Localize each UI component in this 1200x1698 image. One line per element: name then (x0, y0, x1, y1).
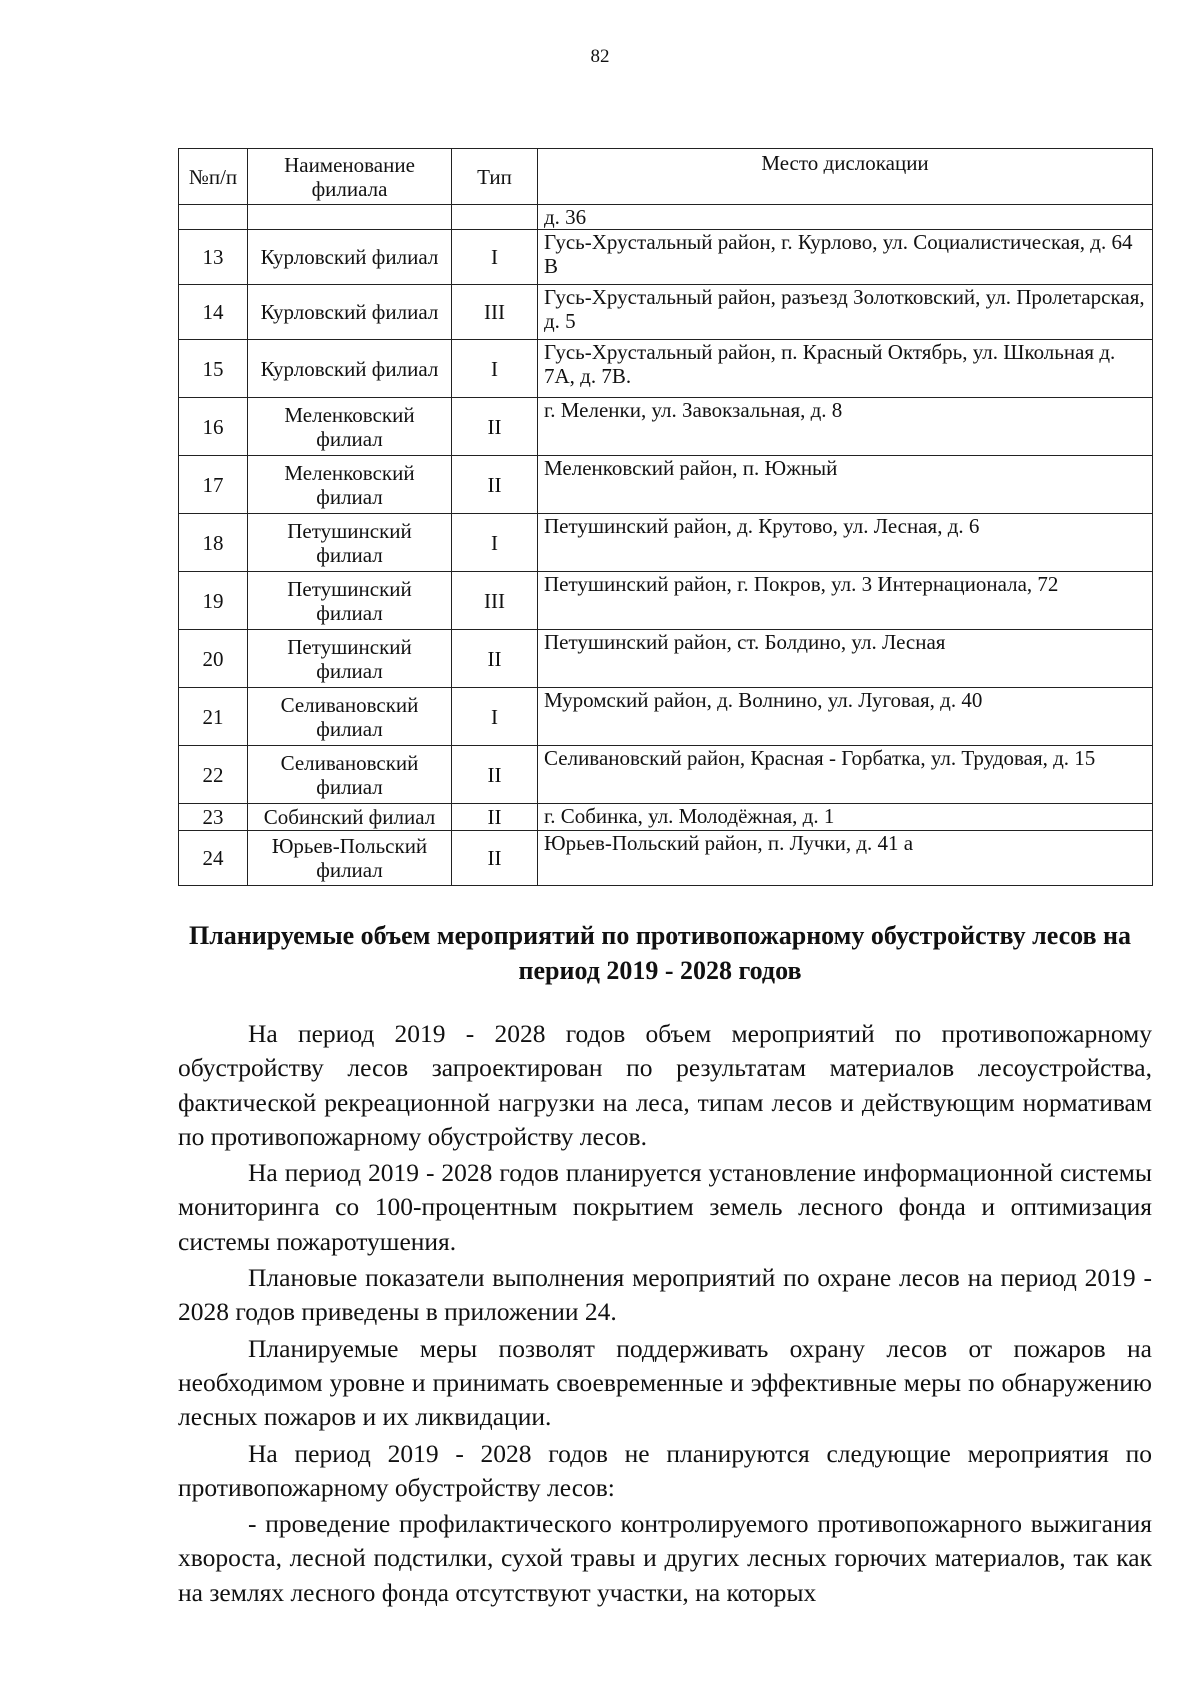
cell-name (248, 205, 452, 230)
cell-type (452, 205, 538, 230)
cell-location: Петушинский район, д. Крутово, ул. Лесная, д. 6 (538, 514, 1153, 572)
cell-type: II (452, 746, 538, 804)
cell-name: Курловский филиал (248, 230, 452, 285)
cell-num: 21 (179, 688, 248, 746)
cell-location: Юрьев-Польский район, п. Лучки, д. 41 а (538, 831, 1153, 886)
cell-location: Гусь-Хрустальный район, г. Курлово, ул. Социалистическая, д. 64 В (538, 230, 1153, 285)
section-heading: Планируемые объем мероприятий по противопожарному обустройству лесов на период 2019 - 2028 годов (188, 921, 1131, 985)
cell-type: II (452, 456, 538, 514)
cell-type: II (452, 831, 538, 886)
cell-location: г. Меленки, ул. Завокзальная, д. 8 (538, 398, 1153, 456)
cell-name: Петушинский филиал (248, 630, 452, 688)
cell-num: 19 (179, 572, 248, 630)
table-row (179, 688, 1153, 746)
cell-num: 18 (179, 514, 248, 572)
cell-type: I (452, 688, 538, 746)
table-row (179, 804, 1153, 831)
cell-location: Селивановский район, Красная - Горбатка, ул. Трудовая, д. 15 (538, 746, 1153, 804)
cell-num: 23 (179, 804, 248, 831)
cell-type: III (452, 572, 538, 630)
cell-num: 13 (179, 230, 248, 285)
cell-type: II (452, 804, 538, 831)
cell-name: Селивановский филиал (248, 746, 452, 804)
cell-type: I (452, 230, 538, 285)
paragraph: Плановые показатели выполнения мероприятий по охране лесов на период 2019 - 2028 годов приведены в приложении 24. (178, 1263, 1152, 1327)
header-name: Наименование филиала (248, 149, 452, 205)
cell-type: III (452, 285, 538, 340)
cell-name: Петушинский филиал (248, 514, 452, 572)
cell-location: Петушинский район, ст. Болдино, ул. Лесная (538, 630, 1153, 688)
cell-type: II (452, 398, 538, 456)
cell-num: 14 (179, 285, 248, 340)
cell-num: 24 (179, 831, 248, 886)
cell-num: 17 (179, 456, 248, 514)
table-header-row (179, 149, 1153, 205)
table-row (179, 514, 1153, 572)
header-num: №п/п (179, 149, 248, 205)
cell-location: Гусь-Хрустальный район, разъезд Золотковский, ул. Пролетарская, д. 5 (538, 285, 1153, 340)
cell-num: 15 (179, 340, 248, 398)
paragraph: На период 2019 - 2028 годов планируется установление информационной системы мониторинга со 100-процентным покрытием земель лесного фонда и оптимизация системы пожаротушения. (178, 1158, 1152, 1256)
body-text (178, 1017, 1152, 1610)
cell-name: Курловский филиал (248, 340, 452, 398)
branches-table (178, 148, 1153, 886)
table-row-continuation (179, 205, 1153, 230)
table-row (179, 746, 1153, 804)
header-type: Тип (452, 149, 538, 205)
paragraph: На период 2019 - 2028 годов не планируются следующие мероприятия по противопожарному обустройству лесов: (178, 1438, 1152, 1502)
cell-location: Меленковский район, п. Южный (538, 456, 1153, 514)
table-row (179, 456, 1153, 514)
cell-num: 22 (179, 746, 248, 804)
cell-name: Селивановский филиал (248, 688, 452, 746)
cell-name: Юрьев-Польский филиал (248, 831, 452, 886)
cell-location: г. Собинка, ул. Молодёжная, д. 1 (538, 804, 1153, 831)
cell-type: I (452, 340, 538, 398)
header-location: Место дислокации (538, 149, 1153, 205)
paragraph: На период 2019 - 2028 годов объем мероприятий по противопожарному обустройству лесов запроектирован по результатам материалов лесоустройства, фактической рекреационной нагрузки на леса, типам лесов и действующим нормативам по противопожарному обустройству лесов. (178, 1019, 1152, 1151)
table-row (179, 630, 1153, 688)
cell-location: д. 36 (538, 205, 1153, 230)
table-row (179, 831, 1153, 886)
cell-name: Меленковский филиал (248, 398, 452, 456)
paragraph: Планируемые меры позволят поддерживать охрану лесов от пожаров на необходимом уровне и принимать своевременные и эффективные меры по обнаружению лесных пожаров и их ликвидации. (178, 1333, 1152, 1432)
cell-name: Собинский филиал (248, 804, 452, 831)
cell-num: 20 (179, 630, 248, 688)
cell-location: Петушинский район, г. Покров, ул. 3 Интернационала, 72 (538, 572, 1153, 630)
cell-location: Муромский район, д. Волнино, ул. Луговая, д. 40 (538, 688, 1153, 746)
table-row (179, 572, 1153, 630)
cell-name: Петушинский филиал (248, 572, 452, 630)
cell-type: I (452, 514, 538, 572)
table-row (179, 398, 1153, 456)
page-number: 82 (590, 46, 610, 67)
cell-num: 16 (179, 398, 248, 456)
cell-name: Меленковский филиал (248, 456, 452, 514)
table-row (179, 285, 1153, 340)
cell-location: Гусь-Хрустальный район, п. Красный Октябрь, ул. Школьная д. 7А, д. 7В. (538, 340, 1153, 398)
cell-num (179, 205, 248, 230)
cell-name: Курловский филиал (248, 285, 452, 340)
table-row (179, 340, 1153, 398)
cell-type: II (452, 630, 538, 688)
paragraph: - проведение профилактического контролируемого противопожарного выжигания хвороста, лесной подстилки, сухой травы и других лесных горючих материалов, так как на землях лесного фонда отсутствуют участки, на которых (178, 1509, 1152, 1607)
table-row (179, 230, 1153, 285)
